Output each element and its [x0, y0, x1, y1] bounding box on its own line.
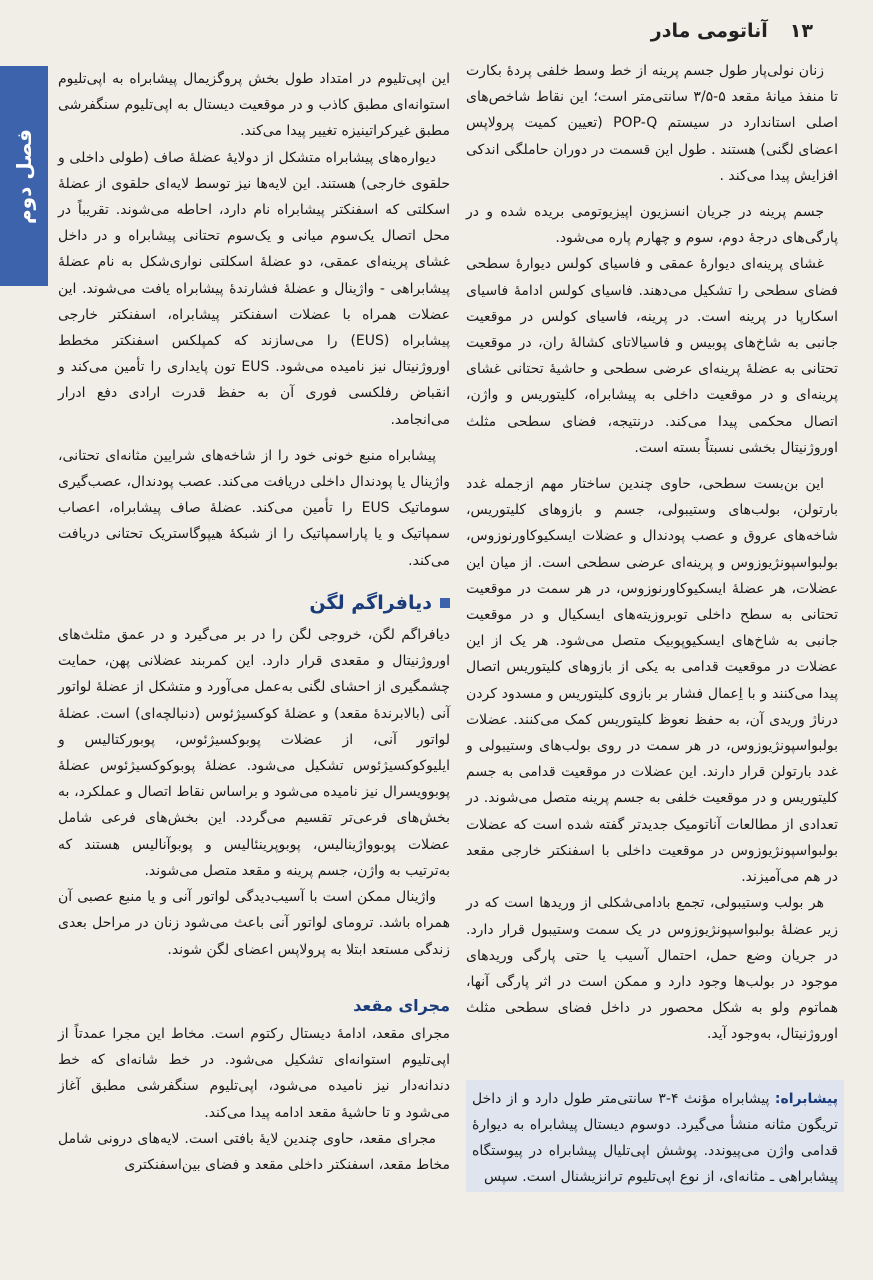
paragraph: هر بولب وستیبولی، تجمع بادامی‌شکلی از وریدها است که در زیر عضلهٔ بولبواسپونژیوزوس در یک سمت وستیبول قرار دارد. در جریان وضع حمل، احتمال آسیب یا حتی پارگی وریدهای موجود در بولب‌ها وجود دارد و ممکن است در اثر پارگی آنها، هماتوم ولو به شکل محصور در داخل فضای سطحی مثلث اوروژنیتال، به‌وجود آید.: [466, 895, 838, 1043]
paragraph: [472, 1086, 838, 1191]
chapter-tab: [0, 66, 48, 286]
paragraph: زنان نولی‌پار طول جسم پرینه از خط وسط خلفی پردهٔ بکارت تا منفذ میانهٔ مقعد ۵-۳/۵ سانتی‌متر است؛ این نقاط شاخص‌های اصلی استاندارد در سیستم POP-Q (تعیین کمیت پرولاپس اعضای لگنی) هستند . طول این قسمت در دوران حاملگی اندکی افزایش پیدا می‌کند .: [466, 63, 838, 184]
left-column: [58, 66, 450, 1178]
right-column: [466, 58, 838, 1192]
paragraph: دیواره‌های پیشابراه متشکل از دولایهٔ عضلهٔ صاف (طولی داخلی و حلقوی خارجی) هستند. این لایه‌ها نیز توسط لایه‌ای حلقوی از عضلهٔ اسکلتی که اسفنکتر پیشابراه نام دارد، احاطه می‌شوند. تقریباً در محل اتصال یک‌سوم میانی و یک‌سوم تحتانی پیشابراه و در داخل غشای پرینه‌ای عمقی، دو عضلهٔ اسکلتی نواری‌شکل به نام عضلهٔ پیشابراهی - واژینال و عضلهٔ فشارندهٔ پیشابراه یافت می‌شوند. این عضلات همراه با عضلات اسفنکتر پیشابراه، اسفنکتر خارجی پیشابراه (EUS) را می‌سازند که کمپلکس اسفنکتر مخطط اوروژنیتال نیز نامیده می‌شود. EUS تون پایداری را تأمین می‌کند و انقباض رفلکسی فوری آن به حفظ قدرت ارادی دفع ادرار می‌انجامد.: [58, 149, 450, 428]
paragraph: مجرای مقعد، حاوی چندین لایهٔ بافتی است. لایه‌های درونی شامل مخاط مقعد، اسفنکتر داخلی مقعد و فضای بین‌اسفنکتری: [58, 1130, 450, 1173]
paragraph: این اپی‌تلیوم در امتداد طول بخش پروگزیمال پیشابراه به اپی‌تلیوم استوانه‌ای مطبق کاذب و در موقعیت دیستال به اپی‌تلیوم سنگفرشی مطبق غیرکراتینیزه تغییر پیدا می‌کند.: [58, 71, 450, 140]
page-number: ۱۳: [789, 20, 813, 42]
box-text: پیشابراه مؤنث ۴-۳ سانتی‌متر طول دارد و از داخل تریگون مثانه منشأ می‌گیرد. دوسوم دیستال پیشابراه به دیوارهٔ قدامی واژن می‌پیوندد. پوشش اپی‌تلیال پیشابراه در پیوستگاه پیشابراهی ـ مثانه‌ای، از نوع اپی‌تلیوم ترانزیشنال است. سپس: [472, 1090, 838, 1186]
paragraph: واژینال ممکن است با آسیب‌دیدگی لواتور آنی و یا منبع عصبی آن همراه باشد. ترومای لواتور آنی باعث می‌شود زنان در مراحل بعدی زندگی مستعد ابتلا به پرولاپس اعضای لگن شوند.: [58, 889, 450, 958]
page-header: [60, 14, 813, 48]
paragraph: غشای پرینه‌ای دیوارهٔ عمقی و فاسیای کولس دیوارهٔ سطحی فضای سطحی را تشکیل می‌دهند. فاسیای کولس ادامهٔ فاسیای اسکارپا در پرینه است. در پرینه، فاسیای کولس در موقعیت جانبی به شاخ‌های پوبیس و فاسیالاتای کشالهٔ ران، در موقعیت تحتانی به عضلهٔ پرینه‌ای عرضی سطحی و حاشیهٔ تحتانی غشای پرینه‌ای و در موقعیت داخلی به پیشابراه، کلیتوریس و واژن، اتصال محکمی پیدا می‌کند. درنتیجه، فضای سطحی مثلث اوروژنیتال بخشی نسبتاً بسته است.: [466, 256, 838, 456]
paragraph: پیشابراه منبع خونی خود را از شاخه‌های شرایین مثانه‌ای تحتانی، واژینال یا پودندال داخلی دریافت می‌کند. عصب پودندال، عصب‌گیری سوماتیک EUS را تأمین می‌کند. عضلهٔ صاف پیشابراه، اعصاب سمپاتیک و یا پاراسمپاتیک را از شبکهٔ هیپوگاستریک تحتانی دریافت می‌کند.: [58, 447, 450, 569]
paragraph: جسم پرینه در جریان انسزیون اپیزیوتومی بریده شده و در پارگی‌های درجهٔ دوم، سوم و چهارم پاره می‌شود.: [466, 204, 838, 247]
chapter-tab-label: فصل دوم: [12, 128, 36, 224]
paragraph: دیافراگم لگن، خروجی لگن را در بر می‌گیرد و در عمق مثلث‌های اوروژنیتال و مقعدی قرار دارد. این کمربند عضلانی پهن، حمایت چشمگیری از احشای لگنی به‌عمل می‌آورد و متشکل از عضلهٔ لواتور آنی (بالابرندهٔ مقعد) و عضلهٔ کوکسیژئوس (دنبالچه‌ای) است. عضلهٔ لواتور آنی، از عضلات پوبوکسیژئوس، پوبورکتالیس و ایلیوکوکسیژئوس تشکیل می‌شود. عضلهٔ پوبوکوکسیژئوس عضلهٔ پوبوویسرال نیز نامیده می‌شود و براساس نقاط اتصال و عملکرد، به بخش‌های فرعی‌تر تقسیم می‌گردد. این بخش‌های فرعی شامل عضلات پوبوواژینالیس، پوبوپرینئالیس و پوبوآنالیس هستند که به‌ترتیب به واژن، جسم پرینه و مقعد متصل می‌شوند.: [58, 627, 450, 879]
section-heading-text: دیافراگم لگن: [309, 591, 432, 614]
box-lead: پیشابراه:: [774, 1090, 838, 1107]
square-bullet-icon: [440, 598, 450, 608]
paragraph: این بن‌بست سطحی، حاوی چندین ساختار مهم ازجمله غدد بارتولن، بولب‌های وستیبولی، جسم و بازوهای کلیتوریس، شاخه‌های عروق و عصب پودندال و عضلات ایسکیوکاورنوزوس، بولبواسپونژیوزوس و پرینه‌ای عرضی سطحی است. از میان این عضلات، هر عضلهٔ ایسکیوکاورنوزوس، در هر سمت در موقعیت تحتانی به سطح داخلی توبروزیته‌های ایسکیال و در موقعیت جانبی به شاخ‌های ایسکیوپوبیک متصل می‌شود. هر یک از این عضلات در موقعیت قدامی به یکی از بازوهای کلیتوریس اتصال پیدا می‌کنند و با اِعمال فشار بر بازوی کلیتوریس و مسدود کردن درناژ وریدی آن، به حفظ نعوظ کلیتوریس کمک می‌کنند. عضلات بولبواسپونژیوزوس، در هر سمت در روی بولب‌های وستیبولی و غدد بارتولن قرار دارند. این عضلات در موقعیت قدامی به جسم کلیتوریس و در موقعیت خلفی به جسم پرینه متصل می‌شوند. در تعدادی از مطالعات آناتومیک جدیدتر گفته شده است که عضلات بولبواسپونژیوزوس در موقعیت داخلی با اسفنکتر خارجی مقعد در هم می‌آمیزند.: [466, 476, 838, 886]
book-title: آناتومی مادر: [650, 20, 768, 42]
paragraph: مجرای مقعد، ادامهٔ دیستال رکتوم است. مخاط این مجرا عمدتاً از اپی‌تلیوم استوانه‌ای تشکیل می‌شود. در خط شانه‌ای که خط دندانه‌دار نیز نامیده می‌شود، اپی‌تلیوم سنگفرشی مطبق آغاز می‌شود و تا حاشیهٔ مقعد ادامه پیدا می‌کند.: [58, 1025, 450, 1121]
urethra-box: [466, 1080, 844, 1193]
sub-heading: مجرای مقعد: [353, 995, 450, 1015]
section-heading: [58, 590, 450, 616]
